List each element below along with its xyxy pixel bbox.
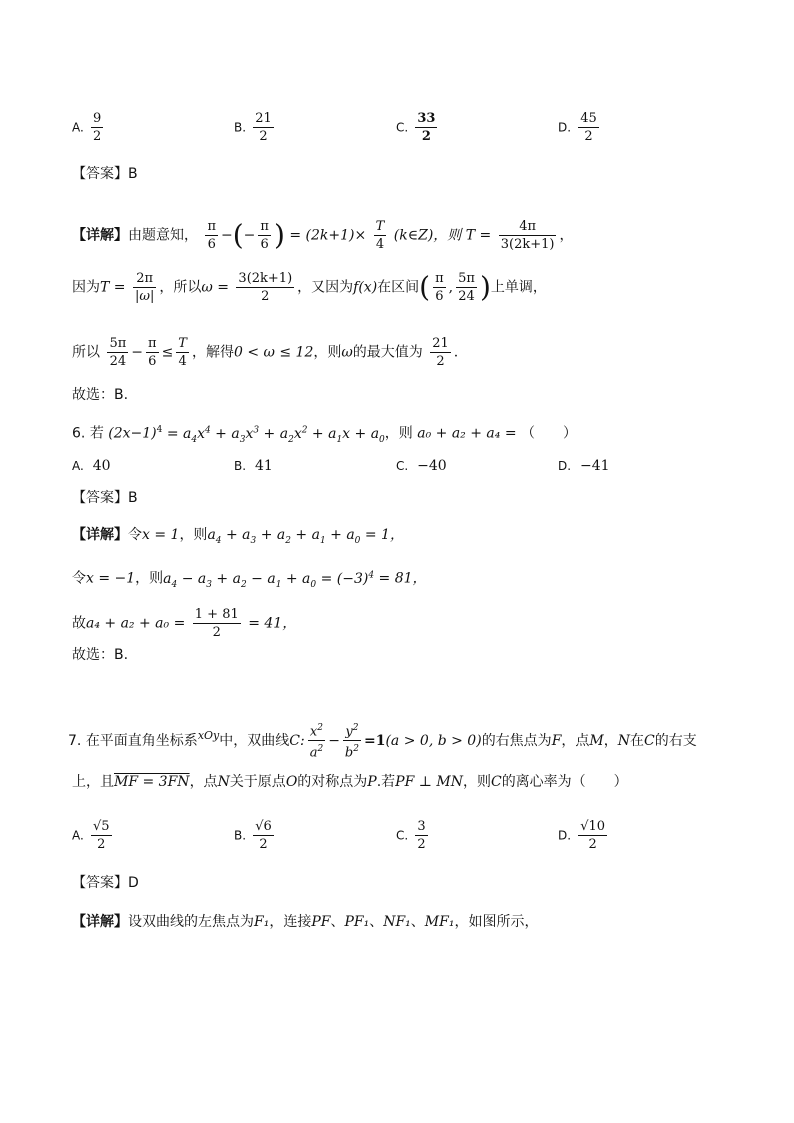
q6-choose: 故选：B. [72,647,129,663]
q5-option-b: B. $\frac{21}{2}$ [234,111,272,144]
q6-option-c: C. −40 [396,458,447,474]
q6-answer: 【答案】B [72,490,138,506]
q5-answer: 【答案】B [72,166,138,182]
q7-detail-line-1: 【详解】设双曲线的左焦点为F₁，连接PF、PF₁、NF₁、MF₁，如图所示， [72,914,539,930]
q6-detail-line-1: 【详解】令x = 1，则$a_4 + a_3 + a_2 + a_1 + a_0 = 1$， [72,527,404,546]
q7-option-d: D. $\frac{√10}{2}$ [558,819,606,852]
q5-option-a: A. $\frac{9}{2}$ [72,111,102,144]
q6-option-b: B. 41 [234,458,273,474]
q5-detail-line-1: 【详解】由题意知， $\frac{\pi}{6}$ −(− $\frac{\pi}{6}$ ) = (2k+1)× $\frac{T}{4}$ (k∈Z)，则 T = $\frac{4\pi}{3(2k+1)}$ ， [72,218,574,252]
q7-option-a: A. $\frac{√5}{2}$ [72,819,110,852]
q6-option-d: D. −41 [558,458,610,474]
q7-option-c: C. $\frac{3}{2}$ [396,819,426,852]
q7-answer: 【答案】D [72,875,139,891]
q7-stem-line-1: 7. 在平面直角坐标系$^{xOy}$中，双曲线C: $\frac{x^2}{a^2}$ − $\frac{y^2}{b^2}$ =1(a > 0, b > 0)的右焦点为F，点M，N在C的右支 [68,720,697,762]
q7-option-b: B. $\frac{√6}{2}$ [234,819,272,852]
q5-detail-line-2: 因为T = $\frac{2\pi}{|\omega|}$ ，所以ω = $\frac{3(2k+1)}{2}$ ，又因为f(x)在区间( $\frac{\pi}{6}$ , $\frac{5\pi}{24}$ )上单调， [72,270,547,304]
q5-option-c: C. $\frac{33}{2}$ [396,111,436,144]
q6-detail-line-2: 令x = −1，则$a_4 - a_3 + a_2 - a_1 + a_0 = (-3)^4 = 81$， [72,570,427,590]
q5-detail-line-3: 所以 $\frac{5\pi}{24}$ − $\frac{\pi}{6}$ ≤ $\frac{T}{4}$ ，解得0 < ω ≤ 12，则ω的最大值为 $\frac{21}{2}$ . [72,336,459,369]
q6-stem: 6. 若 $(2x-1)^4 = a_4x^4 + a_3x^3 + a_2x^2 + a_1x + a_0$，则 a₀ + a₂ + a₄ = （ ） [72,425,578,445]
q6-option-a: A. 40 [72,458,111,474]
q5-choose: 故选：B. [72,387,129,403]
q5-option-d: D. $\frac{45}{2}$ [558,111,597,144]
q6-detail-line-3: 故a₄ + a₂ + a₀ = $\frac{1 + 81}{2}$ = 41， [72,607,297,640]
q7-stem-line-2: 上，且MF = 3FN，点N关于原点O的对称点为P.若PF ⊥ MN，则C的离心率为（ ） [72,774,628,790]
